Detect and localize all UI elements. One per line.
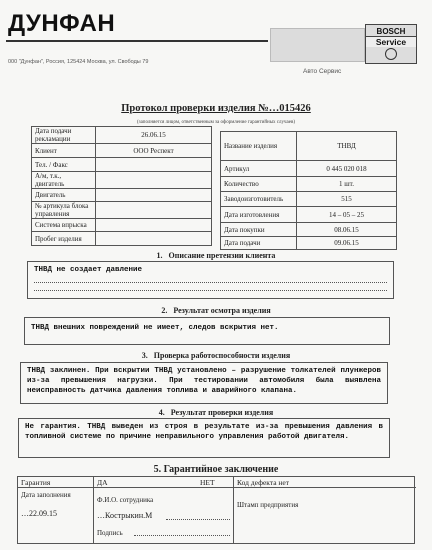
info-label: Клиент: [32, 144, 96, 158]
header-rule: [6, 40, 268, 42]
section-4-box: [18, 418, 390, 458]
info-value: [96, 202, 212, 219]
fill-line: [34, 275, 387, 283]
section-3-text: ТНВД заклинен. При вскрытии ТНВД установлено – разрушение толкателей плунжеров из-за превышения нагрузки. При тестировании автомобиля была выявлена неисправность датчика давления топлива и аварийного клапана.: [27, 367, 381, 395]
info-label: № артикула блока управления: [32, 202, 96, 219]
section-1-number: 1.: [156, 251, 163, 260]
info-value: [96, 219, 212, 232]
info-label: Дата подачи рекламации: [32, 127, 96, 144]
info-label: Тел. / Факс: [32, 158, 96, 172]
signature-line: [134, 535, 230, 536]
info-value: [96, 172, 212, 189]
info-value: ООО Респект: [96, 144, 212, 158]
section-2-text: ТНВД внешних повреждений не имеет, следов вскрытия нет.: [31, 324, 279, 332]
info-value: 14 – 05 – 25: [297, 207, 397, 223]
stamp-label: Штамп предприятия: [237, 501, 299, 509]
fill-line: [34, 283, 387, 291]
info-table-right: [220, 131, 397, 250]
info-label: Пробег изделия: [32, 232, 96, 246]
section-2-box: [24, 317, 390, 345]
defect-code-header: Код дефекта нет: [234, 477, 416, 488]
info-label: Дата покупки: [221, 223, 297, 237]
info-value: ТНВД: [297, 132, 397, 161]
date-filled-label: Дата заполнения: [21, 491, 71, 499]
info-value: 515: [297, 192, 397, 207]
section-3-heading: [0, 351, 432, 360]
section-2-heading: [0, 306, 432, 315]
info-label: Двигатель: [32, 189, 96, 202]
section-3-title: Проверка работоспособности изделия: [153, 351, 291, 360]
header-shade-box: [270, 28, 365, 62]
section-4-number: 4.: [158, 408, 165, 417]
info-value: 26.06.15: [96, 127, 212, 144]
protocol-note: (заполняется лицом, ответственным за оформление гарантийных случаев): [136, 120, 295, 125]
info-label: Дата подачи: [221, 237, 297, 250]
conclusion-title: 5. Гарантийное заключение: [153, 464, 279, 475]
section-1-heading: [0, 251, 432, 260]
company-logo: ДУНФАН: [8, 10, 116, 37]
auto-service-label: Авто Сервис: [303, 68, 342, 75]
section-1-text: ТНВД не создает давление: [34, 266, 143, 274]
section-3-box: [20, 362, 388, 404]
employee-value: …Кострыкин.М: [97, 511, 153, 520]
info-value: [96, 232, 212, 246]
conclusion-col-employee: [94, 477, 233, 543]
info-table-left: [31, 126, 212, 246]
section-2-number: 2.: [161, 306, 168, 315]
info-value: [96, 189, 212, 202]
conclusion-col-guarantee: [18, 477, 94, 543]
section-4-heading: [0, 408, 432, 417]
section-2-title: Результат осмотра изделия: [173, 306, 271, 315]
conclusion-col-defect: [233, 477, 416, 543]
info-value: [96, 158, 212, 172]
guarantee-header: Гарантия: [18, 477, 93, 488]
info-label: Дата изготовления: [221, 207, 297, 223]
signature-label: Подпись: [97, 529, 123, 537]
section-4-text: Не гарантия. ТНВД выведен из строя в результате из-за превышения давления в топливной системе по причине неправильного управления работой двигателя.: [25, 423, 383, 441]
yes-label: ДА: [97, 478, 108, 487]
employee-label: Ф.И.О. сотрудника: [97, 496, 154, 504]
section-1-title: Описание претензии клиента: [168, 251, 276, 260]
bosch-service-label: Service: [366, 36, 416, 47]
section-1-box: [27, 261, 394, 299]
section-3-number: 3.: [141, 351, 148, 360]
yes-no-header: [94, 477, 233, 488]
date-filled-value: …22.09.15: [21, 509, 57, 518]
info-label: А/м, т.к., двигатель: [32, 172, 96, 189]
no-label: НЕТ: [200, 478, 215, 487]
info-label: Система впрыска: [32, 219, 96, 232]
info-value: 0 445 020 018: [297, 161, 397, 177]
company-address: 000 "Дунфан", Россия, 125424 Москва, ул. Свободы 79: [8, 59, 149, 65]
info-value: 1 шт.: [297, 177, 397, 192]
info-label: Количество: [221, 177, 297, 192]
conclusion-table: [17, 476, 415, 544]
protocol-title: Протокол проверки изделия №…015426: [121, 103, 311, 114]
info-value: 08.06.15: [297, 223, 397, 237]
info-label: Артикул: [221, 161, 297, 177]
info-label: Заводоизготовитель: [221, 192, 297, 207]
employee-fill-line: [166, 519, 230, 520]
info-label: Название изделия: [221, 132, 297, 161]
info-value: 09.06.15: [297, 237, 397, 250]
bosch-service-badge: [365, 24, 417, 64]
section-4-title: Результат проверки изделия: [170, 408, 274, 417]
bosch-brand-label: BOSCH: [376, 27, 406, 36]
bosch-armature-icon: [385, 48, 397, 60]
